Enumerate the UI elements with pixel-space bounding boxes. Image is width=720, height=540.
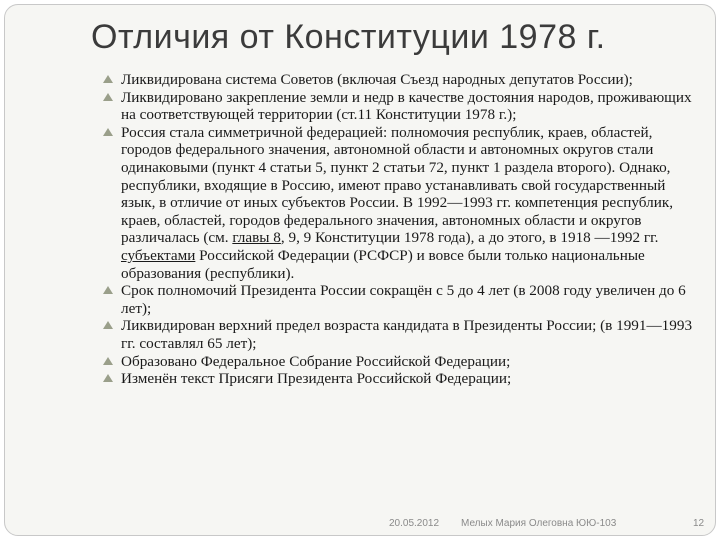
- triangle-bullet-icon: [103, 357, 113, 365]
- triangle-bullet-icon: [103, 93, 113, 101]
- page-number: 12: [693, 518, 705, 529]
- triangle-bullet-icon: [103, 75, 113, 83]
- list-item-text: Изменён текст Присяги Президента Российской Федерации;: [121, 370, 512, 388]
- list-item: [103, 370, 703, 388]
- triangle-bullet-icon: [103, 128, 113, 136]
- list-item-text: Ликвидировано закрепление земли и недр в качестве достояния народов, проживающих на соответствующей территории (ст.11 Конституции 1978 г.);: [121, 88, 692, 124]
- list-item-text-middle: , 9, 9 Конституции 1978 года), а до этого, в 1918 —1992 гг.: [280, 229, 659, 247]
- list-item: [103, 124, 703, 282]
- footer-author: Мелых Мария Олеговна ЮЮ-103: [461, 518, 617, 529]
- list-item-text: Срок полномочий Президента России сокращён с 5 до 4 лет (в 2008 году увеличен до 6 лет);: [121, 282, 686, 317]
- slide-title: Отличия от Конституции 1978 г.: [91, 18, 606, 56]
- triangle-bullet-icon: [103, 321, 113, 329]
- list-item-text-after: Российской Федерации (РСФСР) и вовсе были только национальные образования (республики).: [121, 246, 645, 282]
- list-item: [103, 89, 703, 124]
- list-item: [103, 353, 703, 371]
- triangle-bullet-icon: [103, 374, 113, 382]
- list-item: [103, 71, 703, 89]
- list-item-text: Ликвидирован верхний предел возраста кандидата в Президенты России; (в 1991—1993 гг. составлял 65 лет);: [121, 317, 693, 352]
- list-item-text: Ликвидирована система Советов (включая Съезд народных депутатов России);: [121, 71, 633, 88]
- slide: [4, 4, 716, 536]
- list-item: [103, 317, 703, 352]
- list-item: [103, 282, 703, 317]
- triangle-bullet-icon: [103, 286, 113, 294]
- list-item-text-before: Россия стала симметричной федерацией: полномочия республик, краев, областей, городов федерального значения, автономной области и автономных округов стали одинаковыми (пункт 4 статьи 5, пункт 2 статьи 72, пункт 1 раздела второго). Однако, республики, входящие в Россию, имеют право устанавливать свой государственный язык, в отличие от иных субъектов России. В 1992—1993 гг. компетенция республик, краев, областей, городов федерального значения, автономных области и округов различалась (см.: [121, 123, 674, 247]
- list-item-text: Образовано Федеральное Собрание Российской Федерации;: [121, 352, 511, 370]
- subjects-link[interactable]: субъектами: [121, 246, 196, 264]
- footer-date: 20.05.2012: [389, 518, 440, 529]
- bullet-list: [103, 71, 703, 388]
- chapter-link[interactable]: главы 8: [232, 229, 281, 247]
